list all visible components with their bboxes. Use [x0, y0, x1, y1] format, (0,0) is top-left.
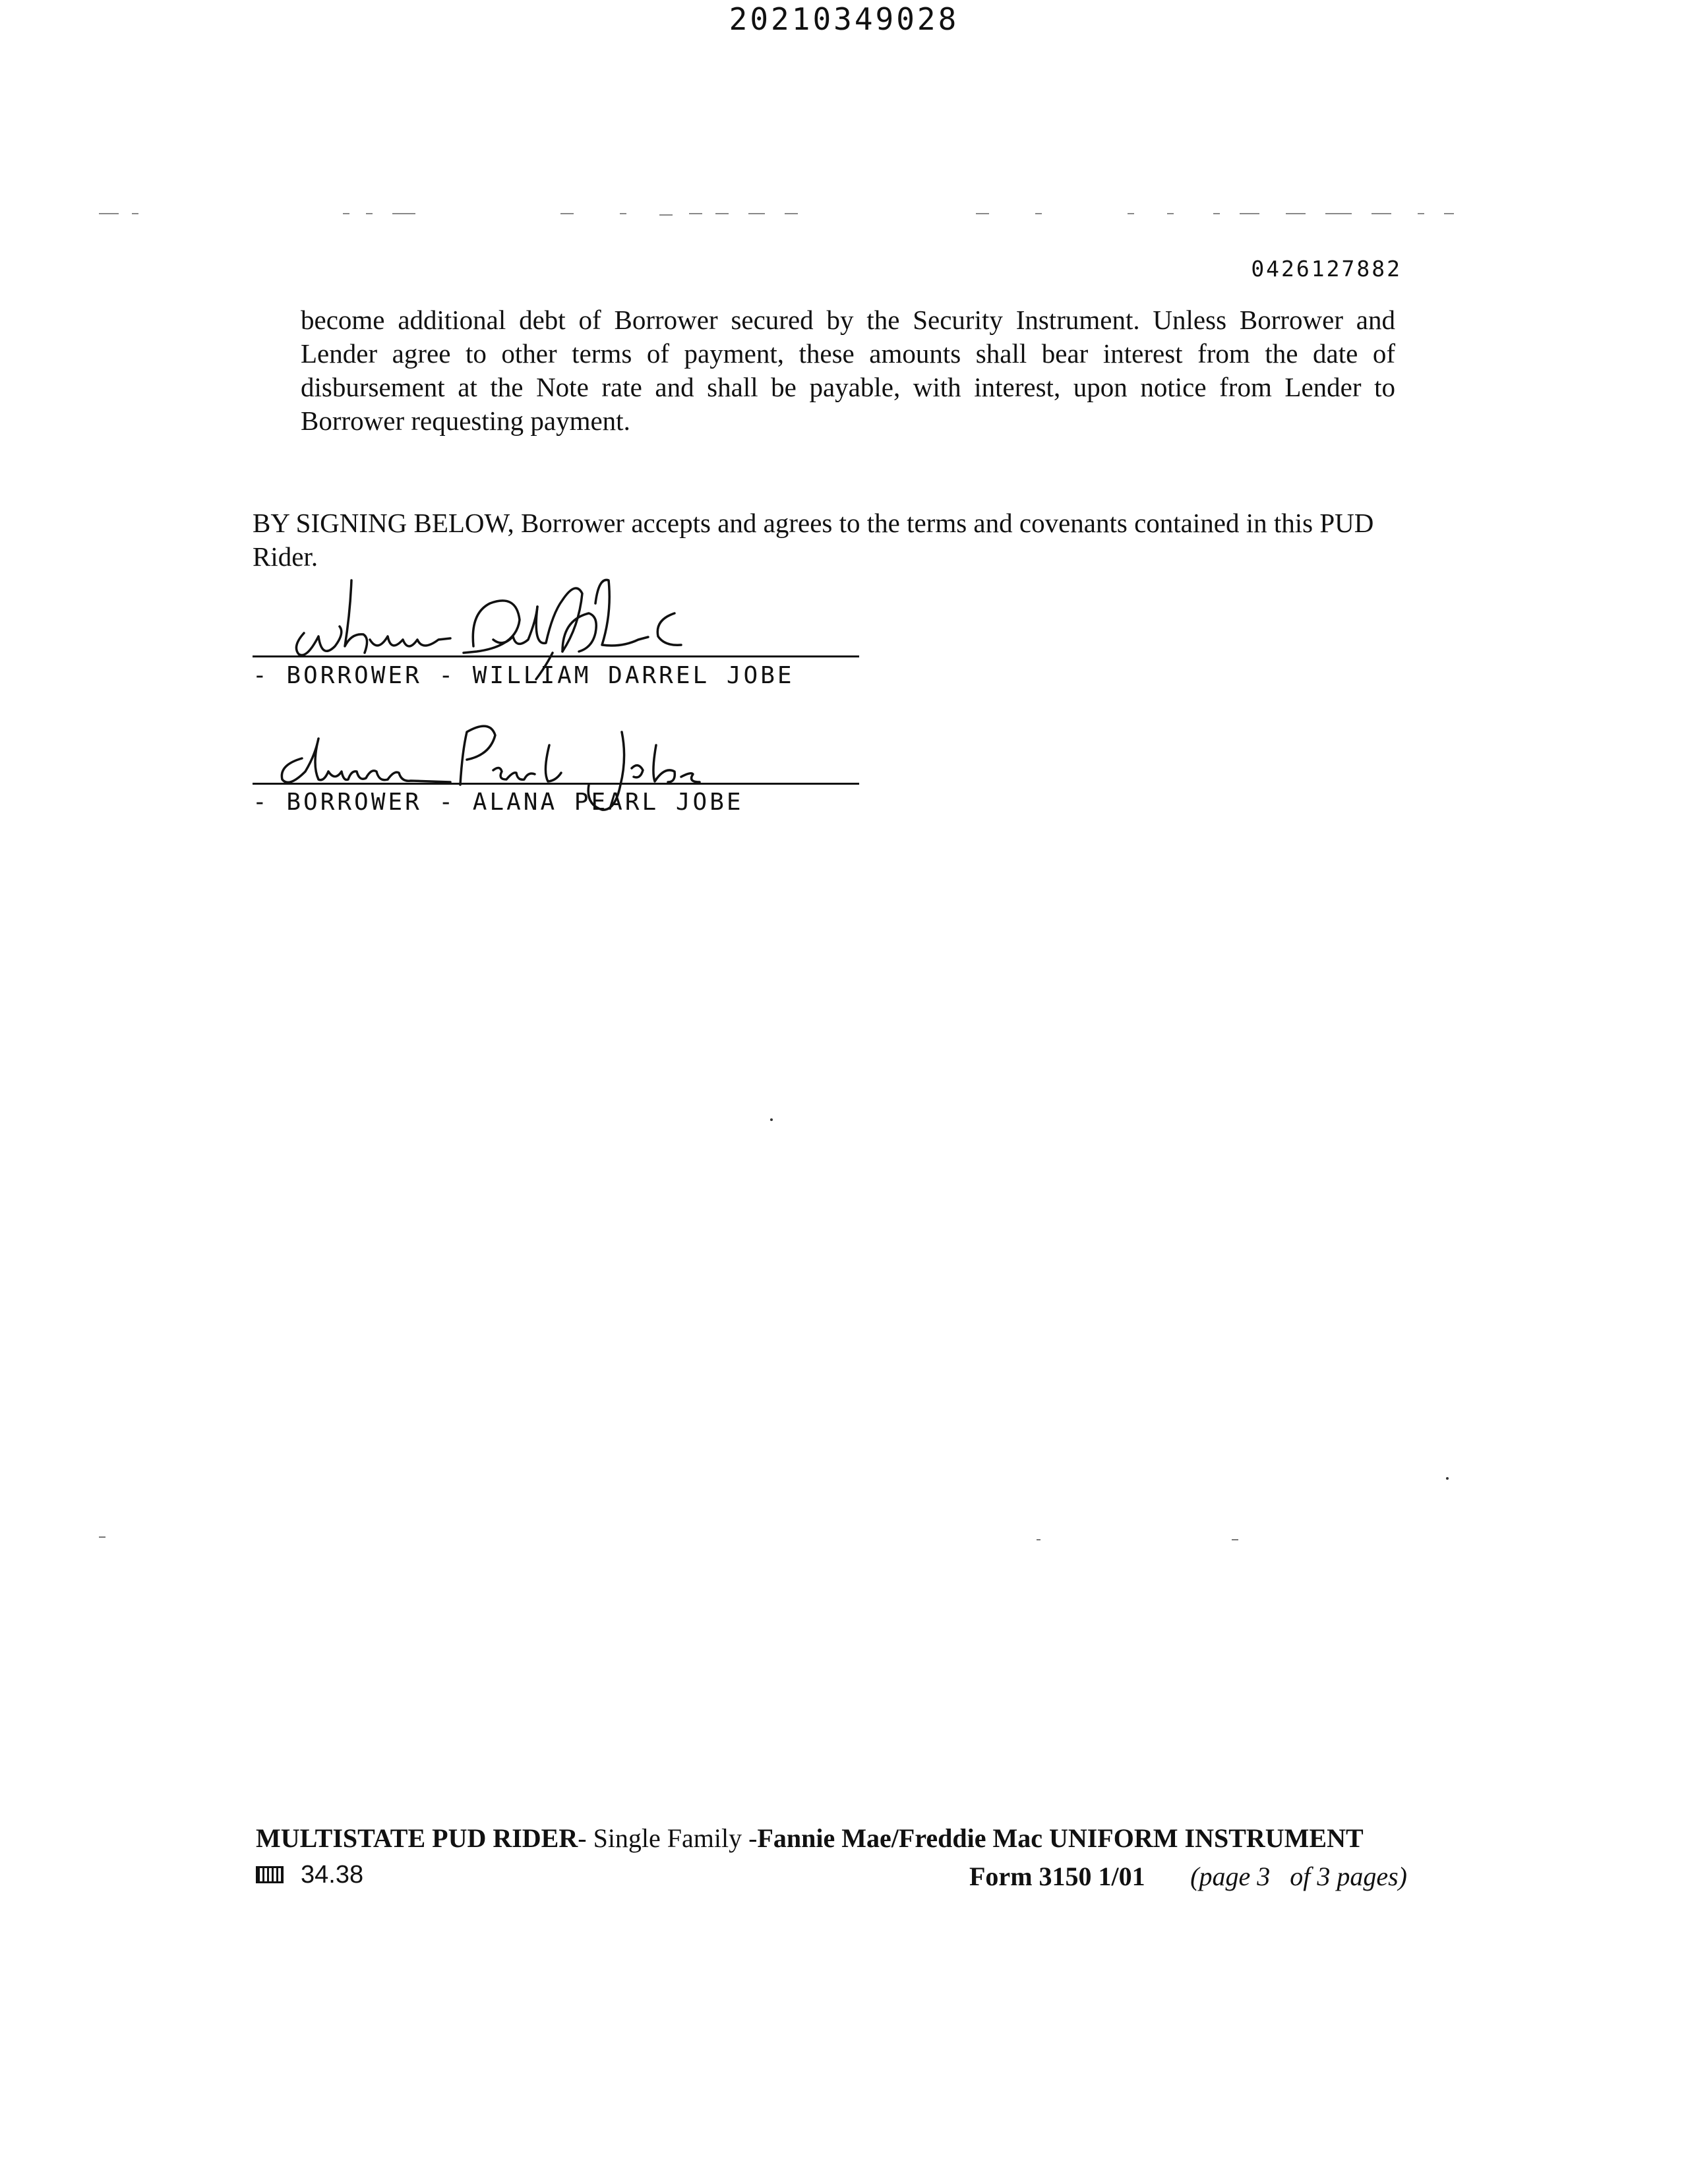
scan-speck	[770, 1118, 773, 1121]
form-number: Form 3150 1/01	[969, 1862, 1145, 1891]
signature-line	[253, 655, 859, 657]
ex-form-icon	[256, 1866, 284, 1883]
signature-label-borrower-2: - BORROWER - ALANA PEARL JOBE	[253, 789, 744, 816]
form-title-part-2: - Single Family -	[578, 1823, 758, 1853]
form-footer	[256, 1861, 1407, 1894]
scan-speck	[1037, 1539, 1040, 1540]
form-title-part-1: MULTISTATE PUD RIDER	[256, 1823, 578, 1853]
paragraph-continuation: become additional debt of Borrower secured by the Security Instrument. Unless Borrower and Lender agree to other terms of payment, these amounts shall bear interest from the date of disbursement at the Note rate and shall be payable, with interest, upon notice from Lender to Borrower requesting payment.	[301, 305, 1395, 436]
scan-speck	[1446, 1477, 1449, 1480]
signature-block-borrower-1	[253, 574, 859, 706]
handwritten-signature-alana	[253, 719, 859, 837]
page-indicator: (page 3 of 3 pages)	[1190, 1862, 1407, 1891]
form-title	[256, 1823, 1443, 1854]
recording-number: 20210349028	[729, 1, 959, 37]
signature-block-borrower-2	[253, 719, 859, 837]
signing-statement: BY SIGNING BELOW, Borrower accepts and agrees to the terms and covenants contained in this PUD Rider.	[253, 508, 1374, 572]
scan-artifact-line	[99, 210, 1470, 218]
form-title-part-3: Fannie Mae/Freddie Mac UNIFORM INSTRUMENT	[757, 1823, 1364, 1853]
loan-number: 0426127882	[1251, 256, 1402, 282]
scan-speck	[99, 1536, 106, 1538]
signature-line	[253, 783, 859, 785]
scan-speck	[1232, 1539, 1238, 1540]
signature-label-borrower-1: - BORROWER - WILLIAM DARREL JOBE	[253, 662, 795, 689]
form-code: 34.38	[301, 1861, 364, 1889]
